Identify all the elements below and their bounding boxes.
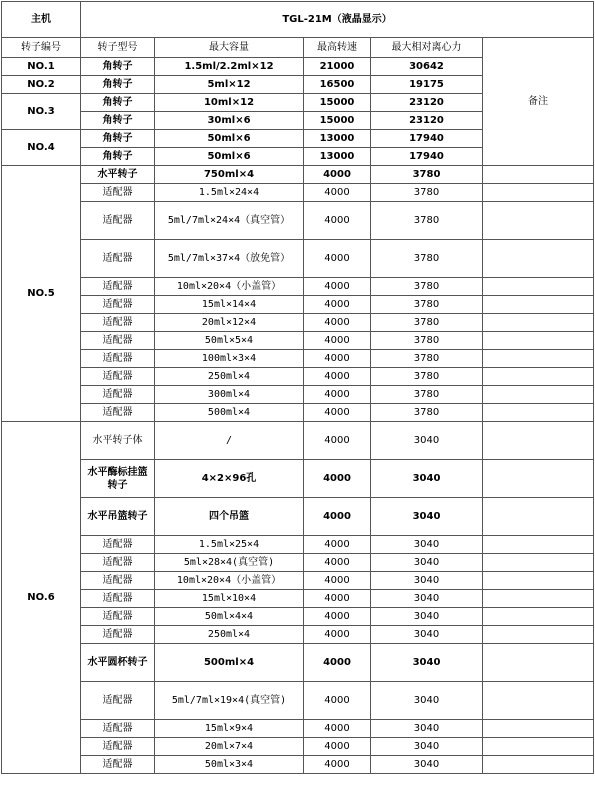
- rcf-cell: 3040: [371, 720, 483, 738]
- speed-cell: 4000: [304, 314, 371, 332]
- rcf-cell: 3780: [371, 278, 483, 296]
- speed-cell: 4000: [304, 644, 371, 682]
- rotor-type-cell: 适配器: [81, 554, 155, 572]
- rotor-type-cell: 水平转子体: [81, 422, 155, 460]
- rotor-type-cell: 适配器: [81, 720, 155, 738]
- remark-empty-cell: [483, 314, 594, 332]
- rotor-type-cell: 角转子: [81, 94, 155, 112]
- col-max-rcf: 最大相对离心力: [371, 38, 483, 58]
- title-row: [2, 2, 594, 38]
- rotor-type-cell: 角转子: [81, 76, 155, 94]
- speed-cell: 4000: [304, 536, 371, 554]
- capacity-cell: 15ml×14×4: [155, 296, 304, 314]
- rcf-cell: 3780: [371, 166, 483, 184]
- table-row: [2, 240, 594, 278]
- capacity-cell: 5ml×28×4(真空管): [155, 554, 304, 572]
- speed-cell: 4000: [304, 682, 371, 720]
- remark-empty-cell: [483, 644, 594, 682]
- speed-cell: 4000: [304, 278, 371, 296]
- speed-cell: 4000: [304, 296, 371, 314]
- remark-empty-cell: [483, 572, 594, 590]
- rotor-type-cell: 水平吊篮转子: [81, 498, 155, 536]
- remark-empty-cell: [483, 460, 594, 498]
- rotor-spec-table: [1, 1, 594, 774]
- rotor-type-cell: 适配器: [81, 536, 155, 554]
- table-row: [2, 202, 594, 240]
- table-row: [2, 460, 594, 498]
- rotor-type-cell: 水平圆杯转子: [81, 644, 155, 682]
- capacity-cell: 四个吊篮: [155, 498, 304, 536]
- rotor-no-cell: NO.3: [2, 94, 81, 130]
- rotor-no-cell: NO.1: [2, 58, 81, 76]
- remark-empty-cell: [483, 332, 594, 350]
- capacity-cell: 50ml×5×4: [155, 332, 304, 350]
- table-row: [2, 296, 594, 314]
- remark-empty-cell: [483, 166, 594, 184]
- rotor-no-cell: NO.4: [2, 130, 81, 166]
- rcf-cell: 3780: [371, 404, 483, 422]
- table-row: [2, 350, 594, 368]
- rotor-type-cell: 适配器: [81, 278, 155, 296]
- remark-empty-cell: [483, 422, 594, 460]
- table-row: [2, 756, 594, 774]
- rotor-type-cell: 水平酶标挂篮转子: [81, 460, 155, 498]
- speed-cell: 16500: [304, 76, 371, 94]
- host-label: 主机: [2, 2, 81, 38]
- rcf-cell: 3780: [371, 240, 483, 278]
- speed-cell: 4000: [304, 332, 371, 350]
- speed-cell: 4000: [304, 720, 371, 738]
- capacity-cell: 300ml×4: [155, 386, 304, 404]
- rcf-cell: 3780: [371, 332, 483, 350]
- rcf-cell: 3040: [371, 626, 483, 644]
- table-row: [2, 536, 594, 554]
- table-row: [2, 608, 594, 626]
- capacity-cell: 10ml×20×4（小盖管）: [155, 278, 304, 296]
- table-row: [2, 682, 594, 720]
- rotor-type-cell: 角转子: [81, 130, 155, 148]
- capacity-cell: 10ml×20×4（小盖管）: [155, 572, 304, 590]
- table-row: [2, 314, 594, 332]
- remark-empty-cell: [483, 720, 594, 738]
- speed-cell: 4000: [304, 202, 371, 240]
- remark-empty-cell: [483, 756, 594, 774]
- capacity-cell: 4×2×96孔: [155, 460, 304, 498]
- rotor-type-cell: 适配器: [81, 184, 155, 202]
- table-row: [2, 278, 594, 296]
- remark-empty-cell: [483, 626, 594, 644]
- rcf-cell: 23120: [371, 94, 483, 112]
- table-row: [2, 626, 594, 644]
- rcf-cell: 3780: [371, 296, 483, 314]
- table-row: [2, 738, 594, 756]
- table-row: [2, 184, 594, 202]
- remark-empty-cell: [483, 296, 594, 314]
- remark-empty-cell: [483, 278, 594, 296]
- rcf-cell: 23120: [371, 112, 483, 130]
- capacity-cell: 5ml/7ml×19×4(真空管): [155, 682, 304, 720]
- column-header-row: [2, 38, 594, 58]
- rotor-type-cell: 适配器: [81, 626, 155, 644]
- speed-cell: 4000: [304, 590, 371, 608]
- capacity-cell: 100ml×3×4: [155, 350, 304, 368]
- rotor-no-cell: NO.2: [2, 76, 81, 94]
- rcf-cell: 3040: [371, 498, 483, 536]
- capacity-cell: 1.5ml×24×4: [155, 184, 304, 202]
- capacity-cell: 50ml×6: [155, 130, 304, 148]
- rcf-cell: 3040: [371, 644, 483, 682]
- rcf-cell: 3040: [371, 682, 483, 720]
- rcf-cell: 30642: [371, 58, 483, 76]
- rotor-type-cell: 适配器: [81, 296, 155, 314]
- rcf-cell: 3780: [371, 386, 483, 404]
- rotor-type-cell: 适配器: [81, 572, 155, 590]
- rcf-cell: 3040: [371, 460, 483, 498]
- rotor-type-cell: 适配器: [81, 738, 155, 756]
- speed-cell: 4000: [304, 738, 371, 756]
- speed-cell: 21000: [304, 58, 371, 76]
- rcf-cell: 3040: [371, 536, 483, 554]
- speed-cell: 4000: [304, 422, 371, 460]
- capacity-cell: 1.5ml/2.2ml×12: [155, 58, 304, 76]
- speed-cell: 4000: [304, 350, 371, 368]
- remark-empty-cell: [483, 368, 594, 386]
- remark-empty-cell: [483, 536, 594, 554]
- rcf-cell: 3780: [371, 202, 483, 240]
- remark-empty-cell: [483, 350, 594, 368]
- capacity-cell: 50ml×6: [155, 148, 304, 166]
- speed-cell: 4000: [304, 572, 371, 590]
- capacity-cell: 50ml×4×4: [155, 608, 304, 626]
- rotor-type-cell: 适配器: [81, 682, 155, 720]
- rcf-cell: 17940: [371, 148, 483, 166]
- rotor-type-cell: 适配器: [81, 314, 155, 332]
- rotor-type-cell: 适配器: [81, 608, 155, 626]
- capacity-cell: 10ml×12: [155, 94, 304, 112]
- capacity-cell: 250ml×4: [155, 626, 304, 644]
- rcf-cell: 17940: [371, 130, 483, 148]
- table-row: [2, 386, 594, 404]
- rotor-type-cell: 适配器: [81, 756, 155, 774]
- model-title: TGL-21M（液晶显示）: [81, 2, 594, 38]
- rcf-cell: 3780: [371, 368, 483, 386]
- rcf-cell: 3040: [371, 422, 483, 460]
- remark-empty-cell: [483, 738, 594, 756]
- table-row: [2, 572, 594, 590]
- capacity-cell: 5ml×12: [155, 76, 304, 94]
- rotor-type-cell: 角转子: [81, 112, 155, 130]
- capacity-cell: 20ml×12×4: [155, 314, 304, 332]
- capacity-cell: 50ml×3×4: [155, 756, 304, 774]
- rotor-type-cell: 水平转子: [81, 166, 155, 184]
- speed-cell: 4000: [304, 240, 371, 278]
- rcf-cell: 3040: [371, 756, 483, 774]
- speed-cell: 4000: [304, 756, 371, 774]
- rcf-cell: 3780: [371, 184, 483, 202]
- remark-empty-cell: [483, 498, 594, 536]
- rotor-type-cell: 适配器: [81, 240, 155, 278]
- capacity-cell: 750ml×4: [155, 166, 304, 184]
- rcf-cell: 3040: [371, 590, 483, 608]
- speed-cell: 4000: [304, 184, 371, 202]
- speed-cell: 4000: [304, 626, 371, 644]
- speed-cell: 4000: [304, 554, 371, 572]
- table-row: [2, 498, 594, 536]
- rcf-cell: 3780: [371, 350, 483, 368]
- rotor-type-cell: 角转子: [81, 58, 155, 76]
- rotor-type-cell: 适配器: [81, 368, 155, 386]
- speed-cell: 13000: [304, 130, 371, 148]
- capacity-cell: 500ml×4: [155, 644, 304, 682]
- rotor-type-cell: 适配器: [81, 386, 155, 404]
- capacity-cell: 15ml×10×4: [155, 590, 304, 608]
- capacity-cell: 15ml×9×4: [155, 720, 304, 738]
- capacity-cell: 20ml×7×4: [155, 738, 304, 756]
- remark-empty-cell: [483, 590, 594, 608]
- remark-empty-cell: [483, 240, 594, 278]
- table-row: [2, 720, 594, 738]
- rotor-type-cell: 适配器: [81, 350, 155, 368]
- remark-cell: 备注: [483, 38, 594, 166]
- remark-empty-cell: [483, 184, 594, 202]
- capacity-cell: 250ml×4: [155, 368, 304, 386]
- table-row: [2, 554, 594, 572]
- remark-empty-cell: [483, 386, 594, 404]
- table-row: [2, 404, 594, 422]
- speed-cell: 4000: [304, 386, 371, 404]
- rotor-type-cell: 适配器: [81, 202, 155, 240]
- remark-empty-cell: [483, 554, 594, 572]
- rotor-type-cell: 适配器: [81, 404, 155, 422]
- table-row: [2, 368, 594, 386]
- table-row: [2, 422, 594, 460]
- table-row: [2, 332, 594, 350]
- speed-cell: 13000: [304, 148, 371, 166]
- rcf-cell: 3040: [371, 608, 483, 626]
- remark-empty-cell: [483, 202, 594, 240]
- speed-cell: 4000: [304, 166, 371, 184]
- speed-cell: 4000: [304, 368, 371, 386]
- rotor-type-cell: 角转子: [81, 148, 155, 166]
- remark-empty-cell: [483, 608, 594, 626]
- table-row: [2, 590, 594, 608]
- col-rotor-type: 转子型号: [81, 38, 155, 58]
- speed-cell: 4000: [304, 498, 371, 536]
- speed-cell: 15000: [304, 112, 371, 130]
- rcf-cell: 3040: [371, 554, 483, 572]
- col-rotor-no: 转子编号: [2, 38, 81, 58]
- capacity-cell: /: [155, 422, 304, 460]
- rotor-spec-body: [2, 2, 594, 774]
- capacity-cell: 30ml×6: [155, 112, 304, 130]
- rotor-type-cell: 适配器: [81, 590, 155, 608]
- capacity-cell: 1.5ml×25×4: [155, 536, 304, 554]
- table-row: [2, 644, 594, 682]
- table-row: [2, 166, 594, 184]
- capacity-cell: 500ml×4: [155, 404, 304, 422]
- rcf-cell: 3040: [371, 738, 483, 756]
- speed-cell: 4000: [304, 460, 371, 498]
- speed-cell: 4000: [304, 404, 371, 422]
- speed-cell: 4000: [304, 608, 371, 626]
- rotor-no-cell: NO.6: [2, 422, 81, 774]
- rotor-no-cell: NO.5: [2, 166, 81, 422]
- rcf-cell: 3040: [371, 572, 483, 590]
- remark-empty-cell: [483, 404, 594, 422]
- rcf-cell: 19175: [371, 76, 483, 94]
- rcf-cell: 3780: [371, 314, 483, 332]
- speed-cell: 15000: [304, 94, 371, 112]
- col-max-speed: 最高转速: [304, 38, 371, 58]
- capacity-cell: 5ml/7ml×24×4（真空管）: [155, 202, 304, 240]
- capacity-cell: 5ml/7ml×37×4（放免管）: [155, 240, 304, 278]
- remark-empty-cell: [483, 682, 594, 720]
- rotor-type-cell: 适配器: [81, 332, 155, 350]
- col-max-capacity: 最大容量: [155, 38, 304, 58]
